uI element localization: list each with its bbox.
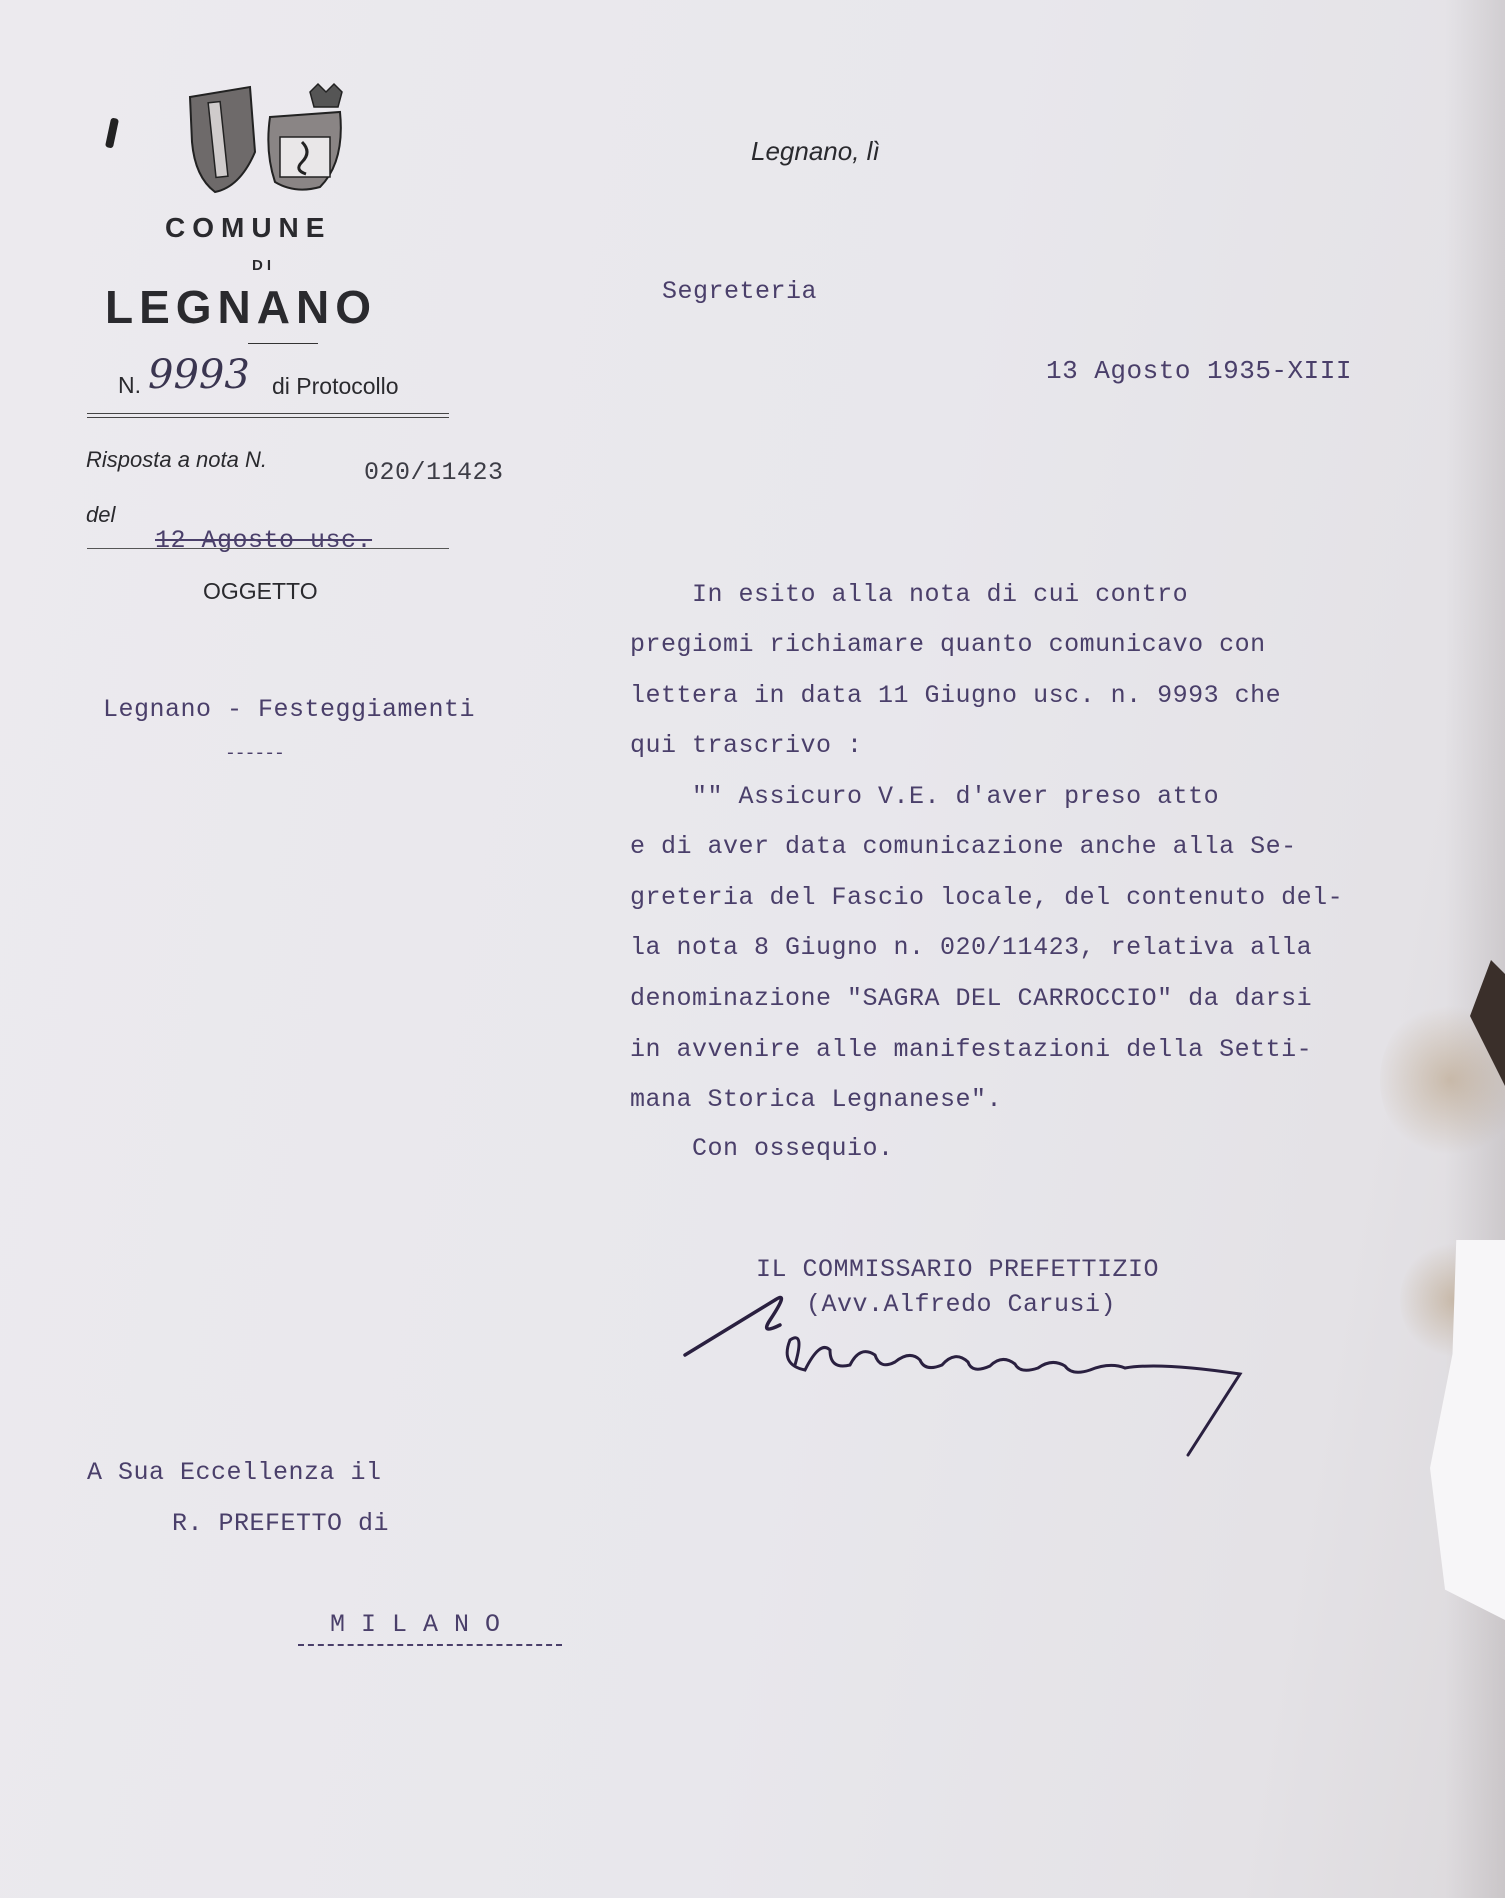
reply-number: 020/11423 bbox=[364, 458, 504, 487]
body-line: In esito alla nota di cui contro bbox=[630, 580, 1189, 609]
letterhead-city: LEGNANO bbox=[105, 281, 377, 333]
body-line: "" Assicuro V.E. d'aver preso atto bbox=[630, 782, 1220, 811]
handwritten-signature bbox=[680, 1270, 1250, 1460]
body-line: greteria del Fascio locale, del contenuto del- bbox=[630, 883, 1344, 912]
letter-date: 13 Agosto 1935-XIII bbox=[1046, 356, 1352, 386]
body-line: mana Storica Legnanese". bbox=[630, 1085, 1003, 1114]
subject-underline: ------ bbox=[225, 744, 284, 764]
recipient-line2: R. PREFETTO di bbox=[172, 1509, 390, 1538]
reply-label: Risposta a nota N. bbox=[86, 447, 267, 472]
letterhead-comune: COMUNE bbox=[165, 212, 332, 243]
del-value: 12 Agosto usc. bbox=[155, 526, 373, 555]
body-line: e di aver data comunicazione anche alla Se- bbox=[630, 832, 1297, 861]
body-line: la nota 8 Giugno n. 020/11423, relativa alla bbox=[630, 933, 1313, 962]
coat-of-arms-icon bbox=[180, 82, 355, 197]
subject-label: OGGETTO bbox=[203, 578, 318, 604]
body-line: in avvenire alle manifestazioni della Setti- bbox=[630, 1035, 1313, 1064]
place-line: Legnano, lì bbox=[751, 136, 880, 166]
signature-name: (Avv.Alfredo Carusi) bbox=[806, 1290, 1117, 1319]
body-line: Con ossequio. bbox=[630, 1134, 894, 1163]
protocol-number: 9993 bbox=[148, 352, 250, 398]
subject-value: Legnano - Festeggiamenti bbox=[103, 695, 476, 724]
protocol-prefix: N. bbox=[118, 372, 141, 398]
body-line: denominazione "SAGRA DEL CARROCCIO" da darsi bbox=[630, 984, 1313, 1013]
letterhead-divider bbox=[248, 343, 318, 344]
body-line: qui trascrivo : bbox=[630, 731, 863, 760]
protocol-suffix: di Protocollo bbox=[272, 373, 399, 399]
recipient-city: M I L A N O bbox=[330, 1610, 501, 1639]
office-name: Segreteria bbox=[662, 277, 818, 306]
recipient-line1: A Sua Eccellenza il bbox=[87, 1458, 382, 1487]
letterhead-di: DI bbox=[252, 257, 275, 274]
del-label: del bbox=[86, 502, 116, 527]
signature-title: IL COMMISSARIO PREFETTIZIO bbox=[756, 1255, 1160, 1284]
body-line: lettera in data 11 Giugno usc. n. 9993 che bbox=[630, 681, 1282, 710]
city-underline bbox=[298, 1644, 562, 1646]
del-rule bbox=[87, 548, 449, 549]
double-rule bbox=[87, 413, 449, 418]
body-line: pregiomi richiamare quanto comunicavo con bbox=[630, 630, 1266, 659]
